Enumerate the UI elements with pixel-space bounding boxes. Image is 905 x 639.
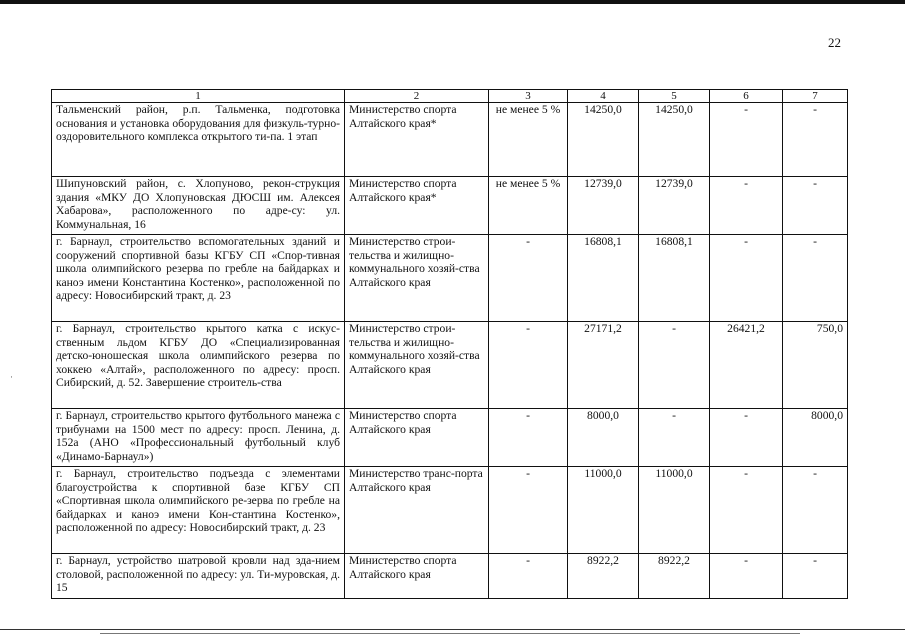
header-cell: 4 [568,90,639,103]
amount-cell: - [783,235,848,322]
amount-cell: - [783,177,848,235]
margin-mark: · [10,372,13,382]
ministry-cell: Министерство спорта Алтайского края* [345,103,489,177]
amount-cell: - [710,409,783,467]
amount-cell: - [783,103,848,177]
object-cell: Тальменский район, р.п. Тальменка, подготовка основания и установка оборудования для физкуль-турно-оздоровительного комплекса открытого ти-па. 1 этап [52,103,345,177]
object-cell: г. Барнаул, строительство подъезда с элементами благоустройства к спортивной базе КГБУ СП «Спортивная школа олимпийского ре-зерва по гребле на байдарках и каноэ имени Кон-стантина Костенко», расположенной по адресу: Новосибирский тракт, д. 23 [52,467,345,554]
share-cell: не менее 5 % [489,103,568,177]
amount-cell: 8922,2 [639,554,710,599]
objects-table [51,89,848,599]
table-row [52,235,848,322]
header-cell: 7 [783,90,848,103]
amount-cell: 8922,2 [568,554,639,599]
table-row [52,409,848,467]
amount-cell: - [710,177,783,235]
table-row [52,103,848,177]
amount-cell: - [783,554,848,599]
object-cell: г. Барнаул, строительство крытого футбольного манежа с трибунами на 1500 мест по адресу: просп. Ленина, д. 152а (АНО «Профессиональный футбольный клуб «Динамо-Барнаул») [52,409,345,467]
share-cell: - [489,554,568,599]
bottom-border [0,629,905,630]
amount-cell: 16808,1 [568,235,639,322]
amount-cell: 16808,1 [639,235,710,322]
amount-cell: 8000,0 [783,409,848,467]
amount-cell: 11000,0 [639,467,710,554]
share-cell: не менее 5 % [489,177,568,235]
ministry-cell: Министерство строи-тельства и жилищно-коммунального хозяй-ства Алтайского края [345,322,489,409]
amount-cell: 12739,0 [568,177,639,235]
top-border [0,0,905,4]
amount-cell: 12739,0 [639,177,710,235]
share-cell: - [489,409,568,467]
object-cell: г. Барнаул, строительство крытого катка с искус-ственным льдом КГБУ ДО «Специализированная детско-юношеская школа олимпийского резерва по хоккею «Алтай», расположенного по адресу: просп. Сибирский, д. 52. Завершение строитель-ства [52,322,345,409]
object-cell: г. Барнаул, строительство вспомогательных зданий и сооружений спортивной базы КГБУ СП «Спор-тивная школа олимпийского резерва по гребле на байдарках и каноэ имени Константина Костенко», расположенной по адресу: Новосибирский тракт, д. 23 [52,235,345,322]
table-row [52,177,848,235]
table-row [52,554,848,599]
amount-cell: - [639,409,710,467]
table-row [52,467,848,554]
header-cell: 6 [710,90,783,103]
object-cell: г. Барнаул, устройство шатровой кровли над зда-нием столовой, расположенной по адресу: ул. Ти-муровская, д. 15 [52,554,345,599]
amount-cell: - [710,467,783,554]
bottom-border-faint [100,633,800,634]
header-cell: 2 [345,90,489,103]
header-cell: 1 [52,90,345,103]
amount-cell: 8000,0 [568,409,639,467]
share-cell: - [489,322,568,409]
header-cell: 5 [639,90,710,103]
page-number: 22 [828,35,841,50]
amount-cell: 26421,2 [710,322,783,409]
header-cell: 3 [489,90,568,103]
amount-cell: - [639,322,710,409]
ministry-cell: Министерство спорта Алтайского края* [345,177,489,235]
ministry-cell: Министерство строи-тельства и жилищно-коммунального хозяй-ства Алтайского края [345,235,489,322]
amount-cell: - [783,467,848,554]
amount-cell: 14250,0 [568,103,639,177]
amount-cell: 750,0 [783,322,848,409]
amount-cell: 11000,0 [568,467,639,554]
share-cell: - [489,467,568,554]
amount-cell: - [710,554,783,599]
amount-cell: - [710,235,783,322]
ministry-cell: Министерство транс-порта Алтайского края [345,467,489,554]
amount-cell: 14250,0 [639,103,710,177]
table-header-row [52,90,848,103]
table-row [52,322,848,409]
ministry-cell: Министерство спорта Алтайского края [345,554,489,599]
amount-cell: - [710,103,783,177]
share-cell: - [489,235,568,322]
amount-cell: 27171,2 [568,322,639,409]
ministry-cell: Министерство спорта Алтайского края [345,409,489,467]
object-cell: Шипуновский район, с. Хлопуново, рекон-струкция здания «МКУ ДО Хлопуновская ДЮСШ им. Алексея Хабарова», расположенного по адре-су: ул. Коммунальная, 16 [52,177,345,235]
